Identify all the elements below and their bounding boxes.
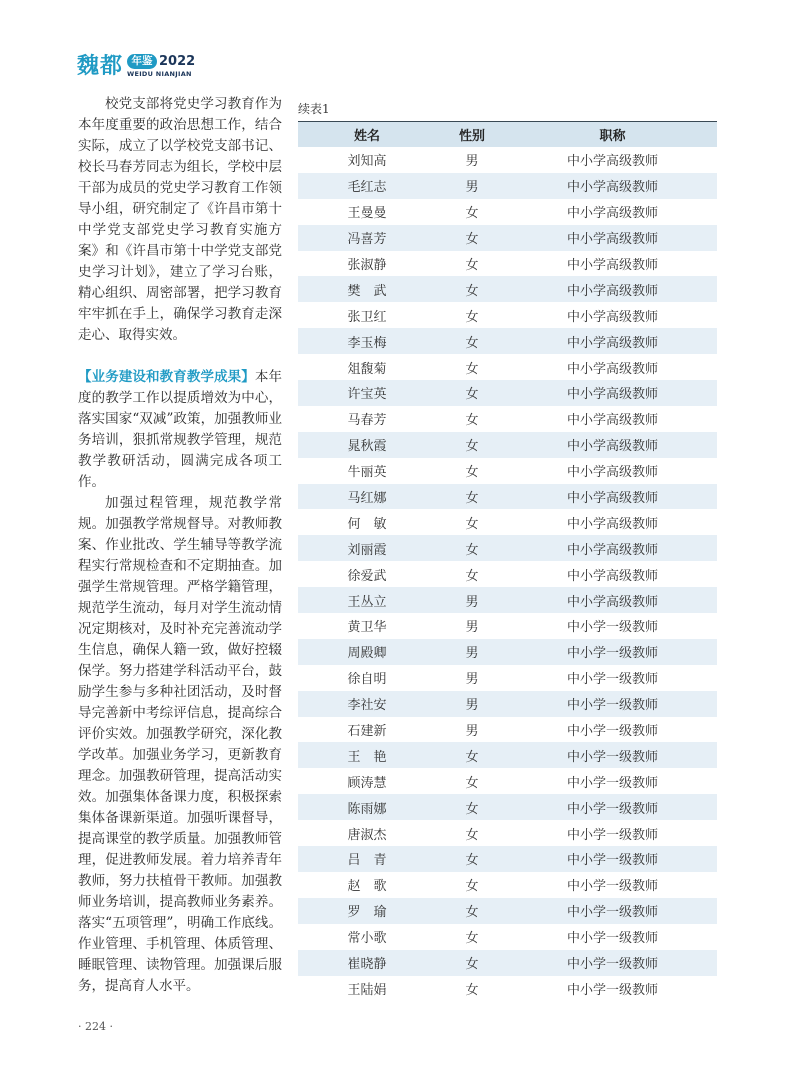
cell-gender: 女 (465, 775, 479, 791)
cell-name: 樊 武 (347, 283, 387, 299)
cell-title: 中小学一级教师 (566, 801, 658, 817)
cell-title: 中小学高级教师 (566, 491, 658, 507)
cell-title: 中小学高级教师 (566, 568, 658, 584)
table-row (298, 587, 717, 613)
cell-title: 中小学高级教师 (566, 206, 658, 222)
table-row (298, 147, 717, 173)
cell-name: 王 艳 (347, 749, 387, 765)
cell-title: 中小学高级教师 (566, 154, 658, 170)
cell-title: 中小学高级教师 (566, 309, 658, 325)
staff-table (298, 121, 717, 1001)
cell-gender: 女 (465, 335, 479, 351)
cell-gender: 女 (465, 491, 479, 507)
cell-gender: 女 (465, 905, 479, 921)
cell-gender: 女 (465, 258, 479, 273)
table-row (298, 509, 717, 535)
column-header-title: 职称 (599, 129, 626, 144)
cell-title: 中小学高级教师 (566, 594, 658, 610)
cell-gender: 男 (465, 672, 479, 688)
table-row (298, 924, 717, 950)
table-row (298, 820, 717, 846)
logo-main-text: 魏都 (77, 54, 124, 79)
cell-name: 刘丽霞 (347, 542, 387, 558)
table-row (298, 199, 717, 225)
table-row (298, 302, 717, 328)
cell-gender: 女 (465, 361, 479, 377)
cell-name: 常小歌 (347, 931, 387, 947)
cell-title: 中小学一级教师 (566, 957, 658, 973)
table-row (298, 846, 717, 872)
cell-title: 中小学一级教师 (566, 749, 658, 765)
cell-gender: 男 (465, 154, 479, 170)
cell-name: 吕 青 (347, 853, 387, 869)
cell-title: 中小学一级教师 (566, 620, 658, 636)
cell-gender: 女 (465, 931, 479, 947)
cell-name: 王曼曼 (347, 206, 387, 222)
cell-name: 李玉梅 (347, 335, 387, 351)
cell-gender: 男 (465, 594, 479, 610)
table-row (298, 768, 717, 794)
table-row (298, 380, 717, 406)
table-row (298, 639, 717, 665)
cell-name: 马春芳 (347, 413, 387, 429)
table-row (298, 484, 717, 510)
table-header-row (298, 122, 717, 147)
cell-gender: 女 (465, 439, 479, 455)
cell-name: 顾涛慧 (347, 775, 387, 791)
table-row (298, 535, 717, 561)
table-row (298, 458, 717, 484)
table-row (298, 613, 717, 639)
cell-title: 中小学高级教师 (566, 439, 658, 455)
paragraph-text: 加强过程管理，规范教学常规。加强教学常规督导。对教师教案、作业批改、学生辅导等教学流程实行常规检查和不定期抽查。加强学生常规管理。严格学籍管理，规范学生流动，每月对学生流动情况定期核对，及时补充完善流动学生信息，确保人籍一致，做好控辍保学。努力搭建学科活动平台，鼓励学生参与多种社团活动，及时督导完善新中考综评信息，提高综合评价实效。加强教学研究，深化教学改革。加强业务学习，更新教育理念。加强教研管理，提高活动实效。加强集体备课力度，积极探索集体备课新渠道。加强听课督导，提高课堂的教学质量。加强教师管理，促进教师发展。着力培养青年教师，努力扶植骨干教师。加强教师业务培训，提高教师业务素养。落实“五项管理”，明确工作底线。作业管理、手机管理、体质管理、睡眠管理、读物管理。加强课后服务，提高育人水平。 (78, 495, 282, 994)
cell-name: 俎馥菊 (347, 361, 387, 377)
cell-gender: 女 (465, 879, 479, 895)
cell-gender: 男 (465, 180, 479, 196)
cell-name: 马红娜 (347, 491, 387, 507)
cell-title: 中小学高级教师 (566, 180, 658, 196)
cell-title: 中小学高级教师 (566, 258, 658, 273)
cell-name: 牛丽英 (347, 465, 387, 481)
table-row (298, 173, 717, 199)
section-heading: 【业务建设和教育教学成果】 (78, 369, 255, 385)
cell-name: 冯喜芳 (347, 232, 387, 248)
table-row (298, 665, 717, 691)
cell-name: 张淑静 (347, 258, 387, 273)
cell-name: 石建新 (347, 724, 387, 740)
cell-gender: 女 (465, 516, 479, 532)
staff-table-body (298, 147, 717, 1001)
cell-title: 中小学高级教师 (566, 335, 658, 351)
cell-name: 陈雨娜 (347, 801, 387, 817)
cell-name: 周殿卿 (347, 646, 387, 662)
cell-title: 中小学高级教师 (566, 232, 658, 248)
cell-name: 徐爱武 (347, 568, 387, 584)
cell-gender: 女 (465, 749, 479, 765)
table-row (298, 225, 717, 251)
cell-name: 赵 歌 (347, 879, 387, 895)
table-row (298, 950, 717, 976)
table-row (298, 354, 717, 380)
cell-gender: 女 (465, 957, 479, 973)
cell-gender: 女 (465, 853, 479, 869)
cell-title: 中小学一级教师 (566, 646, 658, 662)
cell-name: 刘知高 (347, 154, 387, 170)
logo-year: 2022 (159, 54, 196, 69)
cell-name: 王陆娟 (347, 982, 387, 998)
cell-title: 中小学高级教师 (566, 413, 658, 429)
cell-name: 毛红志 (347, 180, 387, 196)
cell-name: 徐自明 (347, 672, 387, 688)
cell-gender: 女 (465, 413, 479, 429)
cell-gender: 女 (465, 232, 479, 248)
cell-title: 中小学高级教师 (566, 387, 658, 403)
table-caption: 续表1 (298, 102, 330, 116)
cell-title: 中小学一级教师 (566, 879, 658, 895)
table-row (298, 691, 717, 717)
cell-name: 许宝英 (347, 387, 387, 403)
paragraph-text: 本年度的教学工作以提质增效为中心，落实国家“双减”政策，加强教师业务培训，狠抓常规教学管理，规范教学教研活动，圆满完成各项工作。 (78, 369, 283, 490)
cell-title: 中小学一级教师 (566, 827, 658, 843)
table-row (298, 717, 717, 743)
table-row (298, 432, 717, 458)
cell-title: 中小学一级教师 (566, 982, 658, 998)
table-row (298, 794, 717, 820)
cell-name: 何 敏 (347, 516, 387, 532)
table-row (298, 742, 717, 768)
cell-gender: 女 (465, 387, 479, 403)
table-row (298, 872, 717, 898)
cell-title: 中小学一级教师 (566, 905, 658, 921)
cell-gender: 男 (465, 724, 479, 740)
cell-title: 中小学一级教师 (566, 853, 658, 869)
cell-gender: 女 (465, 309, 479, 325)
cell-gender: 女 (465, 801, 479, 817)
cell-title: 中小学高级教师 (566, 516, 658, 532)
cell-gender: 男 (465, 620, 479, 636)
cell-gender: 男 (465, 646, 479, 662)
paragraph (78, 367, 282, 493)
cell-title: 中小学高级教师 (566, 465, 658, 481)
cell-name: 黄卫华 (347, 620, 387, 636)
cell-gender: 女 (465, 283, 479, 299)
table-row (298, 251, 717, 277)
logo-badge: 年鉴 (127, 54, 157, 69)
table-row (298, 898, 717, 924)
cell-name: 崔晓静 (347, 957, 387, 973)
table-row (298, 976, 717, 1002)
paragraph (78, 94, 282, 346)
cell-title: 中小学一级教师 (566, 775, 658, 791)
cell-name: 唐淑杰 (347, 827, 387, 843)
table-row (298, 406, 717, 432)
cell-name: 张卫红 (347, 309, 387, 325)
cell-gender: 女 (465, 465, 479, 481)
cell-title: 中小学一级教师 (566, 931, 658, 947)
table-row (298, 328, 717, 354)
cell-name: 李社安 (347, 698, 387, 714)
cell-gender: 男 (465, 698, 479, 714)
cell-gender: 女 (465, 982, 479, 998)
cell-title: 中小学一级教师 (566, 724, 658, 740)
cell-gender: 女 (465, 206, 479, 222)
body-text-column (78, 94, 282, 997)
cell-title: 中小学高级教师 (566, 361, 658, 377)
cell-title: 中小学高级教师 (566, 542, 658, 558)
cell-gender: 女 (465, 568, 479, 584)
table-row (298, 276, 717, 302)
column-header-gender: 性别 (458, 129, 485, 144)
page-number: · 224 · (78, 1020, 113, 1033)
cell-title: 中小学一级教师 (566, 672, 658, 688)
cell-gender: 女 (465, 827, 479, 843)
cell-name: 晁秋霞 (347, 439, 387, 455)
cell-name: 罗 瑜 (347, 905, 387, 921)
paragraph (78, 493, 282, 997)
cell-title: 中小学高级教师 (566, 283, 658, 299)
column-header-name: 姓名 (353, 129, 380, 144)
logo-pinyin: WEIDU NIANJIAN (127, 70, 192, 78)
cell-gender: 女 (465, 542, 479, 558)
paragraph-text: 校党支部将党史学习教育作为本年度重要的政治思想工作，结合实际，成立了以学校党支部书记、校长马春芳同志为组长，学校中层干部为成员的党史学习教育工作领导小组，研究制定了《许昌市第十中学党支部党史学习教育实施方案》和《许昌市第十中学党支部党史学习计划》，建立了学习台账，精心组织、周密部署，把学习教育牢牢抓在手上，确保学习教育走深走心、取得实效。 (78, 96, 282, 343)
table-row (298, 561, 717, 587)
cell-name: 王丛立 (347, 594, 387, 610)
cell-title: 中小学一级教师 (566, 698, 658, 714)
